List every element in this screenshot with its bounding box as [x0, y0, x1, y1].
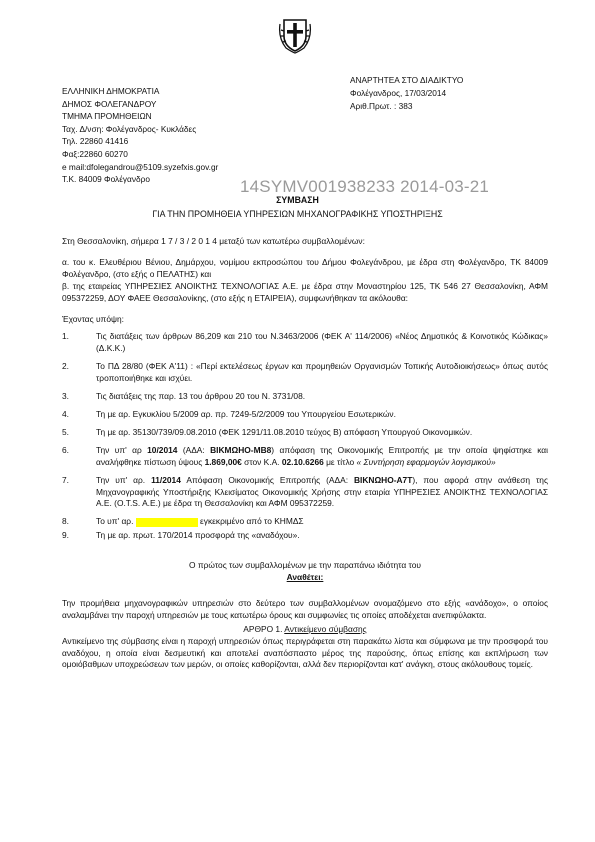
- first-party-line: Ο πρώτος των συμβαλλομένων με την παραπάνω ιδιότητα του: [189, 560, 421, 571]
- list-item: 7. Την υπ' αρ. 11/2014 Απόφαση Οικονομικής Επιτροπής (ΑΔΑ: ΒΙΚΝΩΗΟ-Α7Τ), που αφορά στην ανάθεση της Μηχανογραφικής Υποστήριξης Κλεισίματος Οικονομικής Χρήσης στην εταιρία ΥΠΗΡΕΣΙΕΣ ΑΝΟΙΚΤΗΣ ΤΕΧΝΟΛΟΓΙΑΣ Α.Ε. (O.T.S. A.E.) με έδρα τη Θεσσαλονίκη και ΑΦΜ 095372259.: [62, 474, 548, 509]
- list-item: 5. Τη με αρ. 35130/739/09.08.2010 (ΦΕΚ 1291/11.08.2010 τεύχος Β) απόφαση Υπουργού Οικονομικών.: [62, 426, 473, 437]
- phone-line: Τηλ. 22860 41416: [62, 136, 129, 147]
- publication-note: ΑΝΑΡΤΗΤΕΑ ΣΤΟ ΔΙΑΔΙΚΤΥΟ: [350, 75, 464, 85]
- document-title: ΣΥΜΒΑΣΗ: [276, 195, 319, 205]
- assigns-heading: Αναθέτει:: [286, 572, 324, 583]
- highlighted-blank: [136, 518, 198, 527]
- fax-line: Φαξ:22860 60270: [62, 148, 128, 159]
- party-b-paragraph: β. της εταιρείας ΥΠΗΡΕΣΙΕΣ ΑΝΟΙΚΤΗΣ ΤΕΧΝΟΛΟΓΙΑΣ Α.Ε. με έδρα στην Μοναστηρίου 125, ΤΚ 546 27 Θεσσαλονίκη, ΑΦΜ 095372259, ΔΟΥ ΦΑΕΕ Θεσσαλονίκης, (στο εξής η ΕΤΑΙΡΕΙΑ), συμφωνήθηκαν τα ακόλουθα:: [62, 280, 548, 303]
- party-a-paragraph: α. του κ. Ελευθέριου Βένιου, Δημάρχου, νομίμου εκπροσώπου του Δήμου Φολεγάνδρου, με έδρα στη Φολέγανδρο, ΤΚ 84009 Φολέγανδρο, (στο εξής ο ΠΕΛΑΤΗΣ) και: [62, 256, 548, 279]
- publication-block: [350, 74, 463, 113]
- considering-heading: Έχοντας υπόψη:: [62, 313, 124, 324]
- postal-code-line: Τ.Κ. 84009 Φολέγανδρο: [62, 174, 150, 185]
- country-line: ΕΛΛΗΝΙΚΗ ΔΗΜΟΚΡΑΤΙΑ: [62, 86, 160, 96]
- issuer-block: [62, 85, 218, 186]
- list-item: 4. Τη με αρ. Εγκυκλίου 5/2009 αρ. πρ. 7249-5/2/2009 του Υπουργείου Εσωτερικών.: [62, 408, 396, 419]
- greek-emblem-icon: [278, 14, 312, 54]
- list-item: 1. Τις διατάξεις των άρθρων 86,209 και 210 του Ν.3463/2006 (ΦΕΚ Α' 114/2006) «Νέος Δημοτικός & Κοινοτικός Κώδικας» (Δ.Κ.Κ.): [62, 331, 548, 354]
- assign-paragraph: Την προμήθεια μηχανογραφικών υπηρεσιών στο δεύτερο των συμβαλλομένων ονομαζόμενο στο εξής «ανάδοχο», ο οποίος αναλαμβάνει την παροχή υπηρεσιών με τους κατωτέρω όρους και συμφωνίες τις οποίες αποδέχεται ανεπιφύλακτα.: [62, 597, 548, 620]
- list-item: 9. Τη με αρ. πρωτ. 170/2014 προσφορά της «αναδόχου».: [62, 530, 300, 541]
- document-subtitle: ΓΙΑ ΤΗΝ ΠΡΟΜΗΘΕΙΑ ΥΠΗΡΕΣΙΩΝ ΜΗΧΑΝΟΓΡΑΦΙΚΗΣ ΥΠΟΣΤΗΡΙΞΗΣ: [152, 209, 443, 219]
- list-item: 8. Το υπ' αρ. εγκεκριμένο από το ΚΗΜΔΣ: [62, 516, 304, 527]
- contract-body: [62, 236, 548, 680]
- article-1-heading: ΑΡΘΡΟ 1. Αντικείμενο σύμβασης: [243, 623, 367, 634]
- protocol-number: Αριθ.Πρωτ. : 383: [350, 101, 413, 111]
- municipality-line: ΔΗΜΟΣ ΦΟΛΕΓΑΝΔΡΟΥ: [62, 98, 157, 109]
- address-line: Ταχ. Δ/νση: Φολέγανδρος- Κυκλάδες: [62, 123, 197, 134]
- list-item: 2. Το ΠΔ 28/80 (ΦΕΚ Α'11) : «Περί εκτελέσεως έργων και προμηθειών Οργανισμών Τοπικής Αυτοδιοικήσεως» όπως αυτός τροποποιήθηκε και ισχύει.: [62, 361, 548, 384]
- department-line: ΤΜΗΜΑ ΠΡΟΜΗΘΕΙΩΝ: [62, 111, 152, 122]
- document-date: Φολέγανδρος, 17/03/2014: [350, 88, 447, 98]
- list-item: 3. Τις διατάξεις της παρ. 13 του άρθρου 20 του Ν. 3731/08.: [62, 391, 306, 402]
- list-item: 6. Την υπ' αρ 10/2014 (ΑΔΑ: ΒΙΚΜΩΗΟ-ΜΒ8) απόφαση της Οικονομικής Επιτροπής με την οποία ψηφίστηκε και αναλήφθηκε πίστωση ύψους 1.869,00€ στον Κ.Α. 02.10.6266 με τίτλο « Συντήρηση εφαρμογών λογισμικού»: [62, 444, 548, 467]
- email-line: e mail:dfolegandrou@5109.syzefxis.gov.gr: [62, 161, 219, 172]
- intro-paragraph: Στη Θεσσαλονίκη, σήμερα 1 7 / 3 / 2 0 1 4 μεταξύ των κατωτέρω συμβαλλομένων:: [62, 236, 365, 246]
- registry-stamp: 14SYMV001938233 2014-03-21: [240, 177, 490, 196]
- article-1-paragraph: Αντικείμενο της σύμβασης είναι η παροχή υπηρεσιών όπως περιγράφεται στη παρακάτω λίστα και σύμφωνα με την προσφορά του αναδόχου, η οποία είναι δεσμευτική και αποτελεί αναπόσπαστο μέρος της παρούσης, όπως επίσης και εκπλήρωση των ομοιόβαθμων υποχρεώσεων των μερών, οι οποίες καθορίζονται, αλλά δεν περιορίζονται κατ' ανάγκη, στους ακόλουθους τομείς.: [62, 635, 548, 670]
